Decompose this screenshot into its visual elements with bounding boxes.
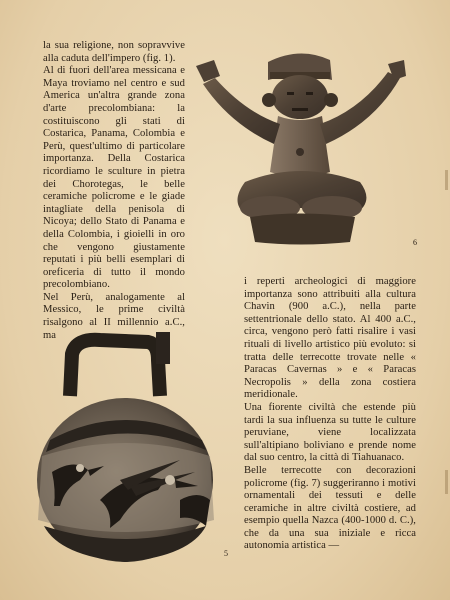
stirrup-vessel-image — [30, 330, 220, 565]
left-text-column — [43, 40, 185, 342]
left-paragraph-3: Nel Perù, analogamente al Messico, le prime civiltà risalgono al II millennio a.C., ma — [43, 291, 185, 341]
seated-figure-statue-image — [190, 42, 415, 252]
page-edge-mark — [445, 470, 448, 494]
figure-number-vase: 5 — [224, 549, 228, 558]
right-paragraph-3: Belle terrecotte con decorazioni policrome (fig. 7) suggeriranno i motivi ornamentali dei tessuti e delle ceramiche in altre civiltà costiere, ad esempio quella Nazca (400-1000 d. C.), che da una sua iniziale e ricca autonomia artistica — — [244, 464, 416, 552]
right-paragraph-1: i reperti archeologici di maggiore importanza sono attribuiti alla cultura Chavin (900 a.C.), nella parte settentrionale dello stato. Al 400 a.C., circa, vengono però fatti risalire i vasi rituali di livello artistico più evoluto: si tratta delle terrecotte trovate nelle « Paracas Cavernas » e « Paracas Necropolis » della zona costiera meridionale. — [244, 276, 416, 401]
figure-number-statue: 6 — [413, 238, 417, 247]
left-paragraph-1: la sua religione, non sopravvive alla caduta dell'impero (fig. 1). — [43, 40, 185, 64]
right-paragraph-2: Una fiorente civiltà che estende più tardi la sua influenza su tutte le culture peruviane, viene localizzata sull'altipiano boliviano e prende nome dal suo centro, la città di Tiahuanaco. — [244, 401, 416, 464]
page-edge-mark — [445, 170, 448, 190]
right-text-column — [244, 276, 416, 553]
left-paragraph-2: Al di fuori dell'area messicana e Maya troviamo nel centro e sud America un'altra grande zona d'arte precolombiana: la costituiscono gli stati di Costarica, Panama, Colombia e Perù, quest'ultimo di particolare importanza. Della Costarica ricordiamo le sculture in pietra dei Chorotegas, le belle ceramiche policrome e le giade intagliate della penisola di Nicoya; dello Stato di Panama e della Colombia, i gioielli in oro che vengono giustamente reputati i più belli esemplari di oreficeria di tutto il mondo precolombiano. — [43, 65, 185, 291]
